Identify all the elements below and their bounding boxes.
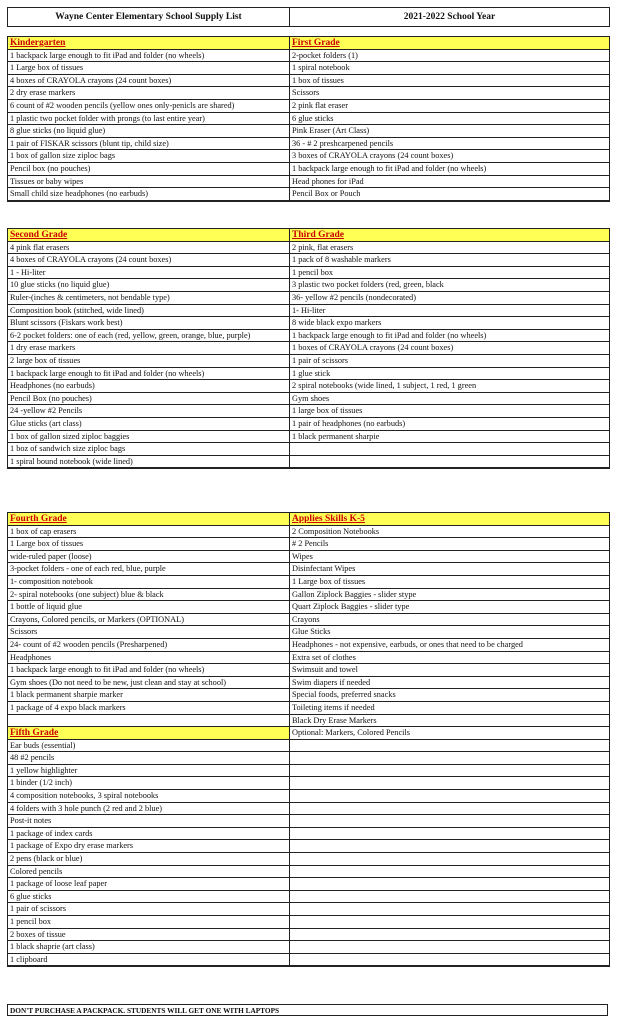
- kindergarten-header: Kindergarten: [8, 37, 290, 50]
- second_grade-header: Second Grade: [8, 229, 290, 242]
- third_grade-item: 1 backpack large enough to fit iPad and folder (no wheels): [290, 330, 609, 343]
- fifth_grade-item: 1 pair of scissors: [8, 903, 290, 916]
- fourth_grade-item: Scissors: [8, 626, 290, 639]
- applies_skills-item: Crayons: [290, 614, 609, 627]
- kindergarten-item: Small child size headphones (no earbuds): [8, 188, 290, 201]
- fourth_grade-item: 1 bottle of liquid glue: [8, 601, 290, 614]
- kindergarten-item: Pencil box (no pouches): [8, 163, 290, 176]
- applies_skills-item: Wipes: [290, 551, 609, 564]
- first_grade-item: Scissors: [290, 87, 609, 100]
- first_grade-item: Head phones for iPad: [290, 176, 609, 189]
- empty-cell: [290, 815, 609, 828]
- second_grade-item: Pencil Box (no pouches): [8, 393, 290, 406]
- empty-cell: [290, 790, 609, 803]
- fifth_grade-item: 2 pens (black or blue): [8, 853, 290, 866]
- fifth_grade-item: Post-it notes: [8, 815, 290, 828]
- fifth_grade-item: 1 package of loose leaf paper: [8, 878, 290, 891]
- empty-cell: [290, 740, 609, 753]
- fourth_grade-item: 3-pocket folders - one of each red, blue, purple: [8, 563, 290, 576]
- applies_skills-item: 1 Large box of tissues: [290, 576, 609, 589]
- kindergarten-item: 6 count of #2 wooden pencils (yellow ones only-penicls are shared): [8, 100, 290, 113]
- first_grade-header: First Grade: [290, 37, 609, 50]
- fourth_grade-item: 2- spiral notebooks (one subject) blue & black: [8, 589, 290, 602]
- empty-cell: [290, 853, 609, 866]
- fifth_grade-item: 1 pencil box: [8, 916, 290, 929]
- third_grade-item: 2 spiral notebooks (wide lined, 1 subject, 1 red, 1 green: [290, 380, 609, 393]
- fifth_grade-item: 1 clipboard: [8, 954, 290, 967]
- fifth_grade-item: 1 binder (1/2 inch): [8, 777, 290, 790]
- fifth_grade-item: 1 black shaprie (art class): [8, 941, 290, 954]
- applies_skills-item: Swimsuit and towel: [290, 664, 609, 677]
- fifth_grade-item: 1 package of Expo dry erase markers: [8, 840, 290, 853]
- second_grade-item: 4 boxes of CRAYOLA crayons (24 count boxes): [8, 254, 290, 267]
- third_grade-item: 1 pencil box: [290, 267, 609, 280]
- kindergarten-item: 8 glue sticks (no liquid glue): [8, 125, 290, 138]
- empty-cell: [8, 715, 290, 728]
- fifth_grade-item: 4 composition notebooks, 3 spiral notebooks: [8, 790, 290, 803]
- third_grade-item: Gym shoes: [290, 393, 609, 406]
- kindergarten-item: 1 pair of FISKAR scissors (blunt tip, child size): [8, 138, 290, 151]
- first_grade-item: 36 - # 2 preshcarpened pencils: [290, 138, 609, 151]
- footer-note: DON'T PURCHASE A PACKPACK. STUDENTS WILL GET ONE WITH LAPTOPS: [7, 1004, 608, 1016]
- applies_skills-item: Optional: Markers, Colored Pencils: [290, 727, 609, 740]
- third_grade-item: 1 pack of 8 washable markers: [290, 254, 609, 267]
- second_grade-item: 10 glue sticks (no liquid glue): [8, 279, 290, 292]
- empty-cell: [290, 456, 609, 469]
- empty-cell: [290, 903, 609, 916]
- fifth_grade-item: 1 yellow highlighter: [8, 765, 290, 778]
- kindergarten-item: 1 backpack large enough to fit iPad and folder (no wheels): [8, 50, 290, 63]
- first_grade-item: 6 glue sticks: [290, 113, 609, 126]
- fourth_grade-item: 1- composition notebook: [8, 576, 290, 589]
- empty-cell: [290, 443, 609, 456]
- fourth_grade-item: Crayons, Colored pencils, or Markers (OPTIONAL): [8, 614, 290, 627]
- second_grade-item: Headphones (no earbuds): [8, 380, 290, 393]
- empty-cell: [290, 878, 609, 891]
- 2-3-table: [7, 228, 610, 469]
- fourth_grade-item: 24- count of #2 wooden pencils (Presharpened): [8, 639, 290, 652]
- k-1-table: [7, 36, 610, 202]
- fourth_grade-item: Headphones: [8, 652, 290, 665]
- applies_skills-item: Special foods, preferred snacks: [290, 689, 609, 702]
- first_grade-item: Pencil Box or Pouch: [290, 188, 609, 201]
- fifth_grade-item: 6 glue sticks: [8, 891, 290, 904]
- fifth_grade-header: Fifth Grade: [8, 727, 290, 740]
- empty-cell: [290, 777, 609, 790]
- kindergarten-item: 1 plastic two pocket folder with prongs (to last entire year): [8, 113, 290, 126]
- third_grade-item: 1 glue stick: [290, 368, 609, 381]
- empty-cell: [290, 954, 609, 967]
- applies_skills-item: Swim diapers if needed: [290, 677, 609, 690]
- second_grade-item: 1 spiral bound notebook (wide lined): [8, 456, 290, 469]
- fourth_grade-item: 1 black permanent sharpie marker: [8, 689, 290, 702]
- applies_skills-item: Toileting items if needed: [290, 702, 609, 715]
- first_grade-item: 2 pink flat eraser: [290, 100, 609, 113]
- first_grade-item: 1 box of tissues: [290, 75, 609, 88]
- applies_skills-item: Glue Sticks: [290, 626, 609, 639]
- title-row: [7, 7, 610, 27]
- fourth_grade-item: 1 package of 4 expo black markers: [8, 702, 290, 715]
- second_grade-item: 4 pink flat erasers: [8, 242, 290, 255]
- applies_skills-item: Black Dry Erase Markers: [290, 715, 609, 728]
- third_grade-item: 1 large box of tissues: [290, 405, 609, 418]
- third_grade-item: 36- yellow #2 pencils (nondecorated): [290, 292, 609, 305]
- school-title: Wayne Center Elementary School Supply List: [8, 8, 290, 26]
- second_grade-item: Glue sticks (art class): [8, 418, 290, 431]
- applies_skills-item: Quart Ziplock Baggies - slider type: [290, 601, 609, 614]
- applies_skills-item: Gallon Ziplock Baggies - slider stype: [290, 589, 609, 602]
- first_grade-item: 2-pocket folders (1): [290, 50, 609, 63]
- kindergarten-item: 2 dry erase markers: [8, 87, 290, 100]
- second_grade-item: Ruler-(inches & centimeters, not bendable type): [8, 292, 290, 305]
- kindergarten-item: 1 box of gallon size ziploc bags: [8, 150, 290, 163]
- empty-cell: [290, 916, 609, 929]
- second_grade-item: 24 -yellow #2 Pencils: [8, 405, 290, 418]
- applies_skills-item: # 2 Pencils: [290, 538, 609, 551]
- kindergarten-item: Tissues or baby wipes: [8, 176, 290, 189]
- empty-cell: [290, 941, 609, 954]
- first_grade-item: 3 boxes of CRAYOLA crayons (24 count boxes): [290, 150, 609, 163]
- first_grade-item: 1 backpack large enough to fit iPad and folder (no wheels): [290, 163, 609, 176]
- fifth_grade-item: 4 folders with 3 hole punch (2 red and 2 blue): [8, 803, 290, 816]
- third_grade-item: 1 pair of scissors: [290, 355, 609, 368]
- empty-cell: [290, 840, 609, 853]
- applies_skills-header: Applies Skills K-5: [290, 513, 609, 526]
- second_grade-item: 1 - Hi-liter: [8, 267, 290, 280]
- second_grade-item: 1 backpack large enough to fit iPad and folder (no wheels): [8, 368, 290, 381]
- third_grade-item: 1 boxes of CRAYOLA crayons (24 count boxes): [290, 342, 609, 355]
- fourth_grade-item: wide-ruled paper (loose): [8, 551, 290, 564]
- first_grade-item: Pink Eraser (Art Class): [290, 125, 609, 138]
- kindergarten-item: 4 boxes of CRAYOLA crayons (24 count boxes): [8, 75, 290, 88]
- empty-cell: [290, 866, 609, 879]
- fourth_grade-item: 1 backpack large enough to fit iPad and folder (no wheels): [8, 664, 290, 677]
- second_grade-item: 2 large box of tissues: [8, 355, 290, 368]
- school-year: 2021-2022 School Year: [403, 12, 496, 22]
- second_grade-item: Composition book (stitched, wide lined): [8, 305, 290, 318]
- 4-5-table: [7, 512, 610, 967]
- second_grade-item: 6-2 pocket folders: one of each (red, yellow, green, orange, blue, purple): [8, 330, 290, 343]
- applies_skills-item: Disinfectant Wipes: [290, 563, 609, 576]
- fifth_grade-item: 2 boxes of tissue: [8, 929, 290, 942]
- empty-cell: [290, 929, 609, 942]
- fifth_grade-item: 48 #2 pencils: [8, 752, 290, 765]
- second_grade-item: Blunt scissors (Fiskars work best): [8, 317, 290, 330]
- third_grade-item: 1 pair of headphones (no earbuds): [290, 418, 609, 431]
- second_grade-item: 1 box of gallon sized ziploc baggies: [8, 431, 290, 444]
- first_grade-item: 1 spiral notebook: [290, 62, 609, 75]
- fifth_grade-item: 1 package of index cards: [8, 828, 290, 841]
- third_grade-item: 2 pink, flat erasers: [290, 242, 609, 255]
- second_grade-item: 1 dry erase markers: [8, 342, 290, 355]
- empty-cell: [290, 891, 609, 904]
- third_grade-item: 1- Hi-liter: [290, 305, 609, 318]
- fourth_grade-item: 1 box of cap erasers: [8, 526, 290, 539]
- empty-cell: [290, 765, 609, 778]
- second_grade-item: 1 boz of sandwich size ziploc bags: [8, 443, 290, 456]
- fourth_grade-header: Fourth Grade: [8, 513, 290, 526]
- fourth_grade-item: 1 Large box of tissues: [8, 538, 290, 551]
- kindergarten-item: 1 Large box of tissues: [8, 62, 290, 75]
- empty-cell: [290, 752, 609, 765]
- fifth_grade-item: Colored pencils: [8, 866, 290, 879]
- third_grade-item: 1 black permanent sharpie: [290, 431, 609, 444]
- fourth_grade-item: Gym shoes (Do not need to be new, just clean and stay at school): [8, 677, 290, 690]
- applies_skills-item: Headphones - not expensive, earbuds, or ones that need to be charged: [290, 639, 609, 652]
- third_grade-header: Third Grade: [290, 229, 609, 242]
- empty-cell: [290, 803, 609, 816]
- applies_skills-item: 2 Composition Notebooks: [290, 526, 609, 539]
- fifth_grade-item: Ear buds (essential): [8, 740, 290, 753]
- third_grade-item: 3 plastic two pocket folders (red, green, black: [290, 279, 609, 292]
- applies_skills-item: Extra set of clothes: [290, 652, 609, 665]
- third_grade-item: 8 wide black expo markers: [290, 317, 609, 330]
- empty-cell: [290, 828, 609, 841]
